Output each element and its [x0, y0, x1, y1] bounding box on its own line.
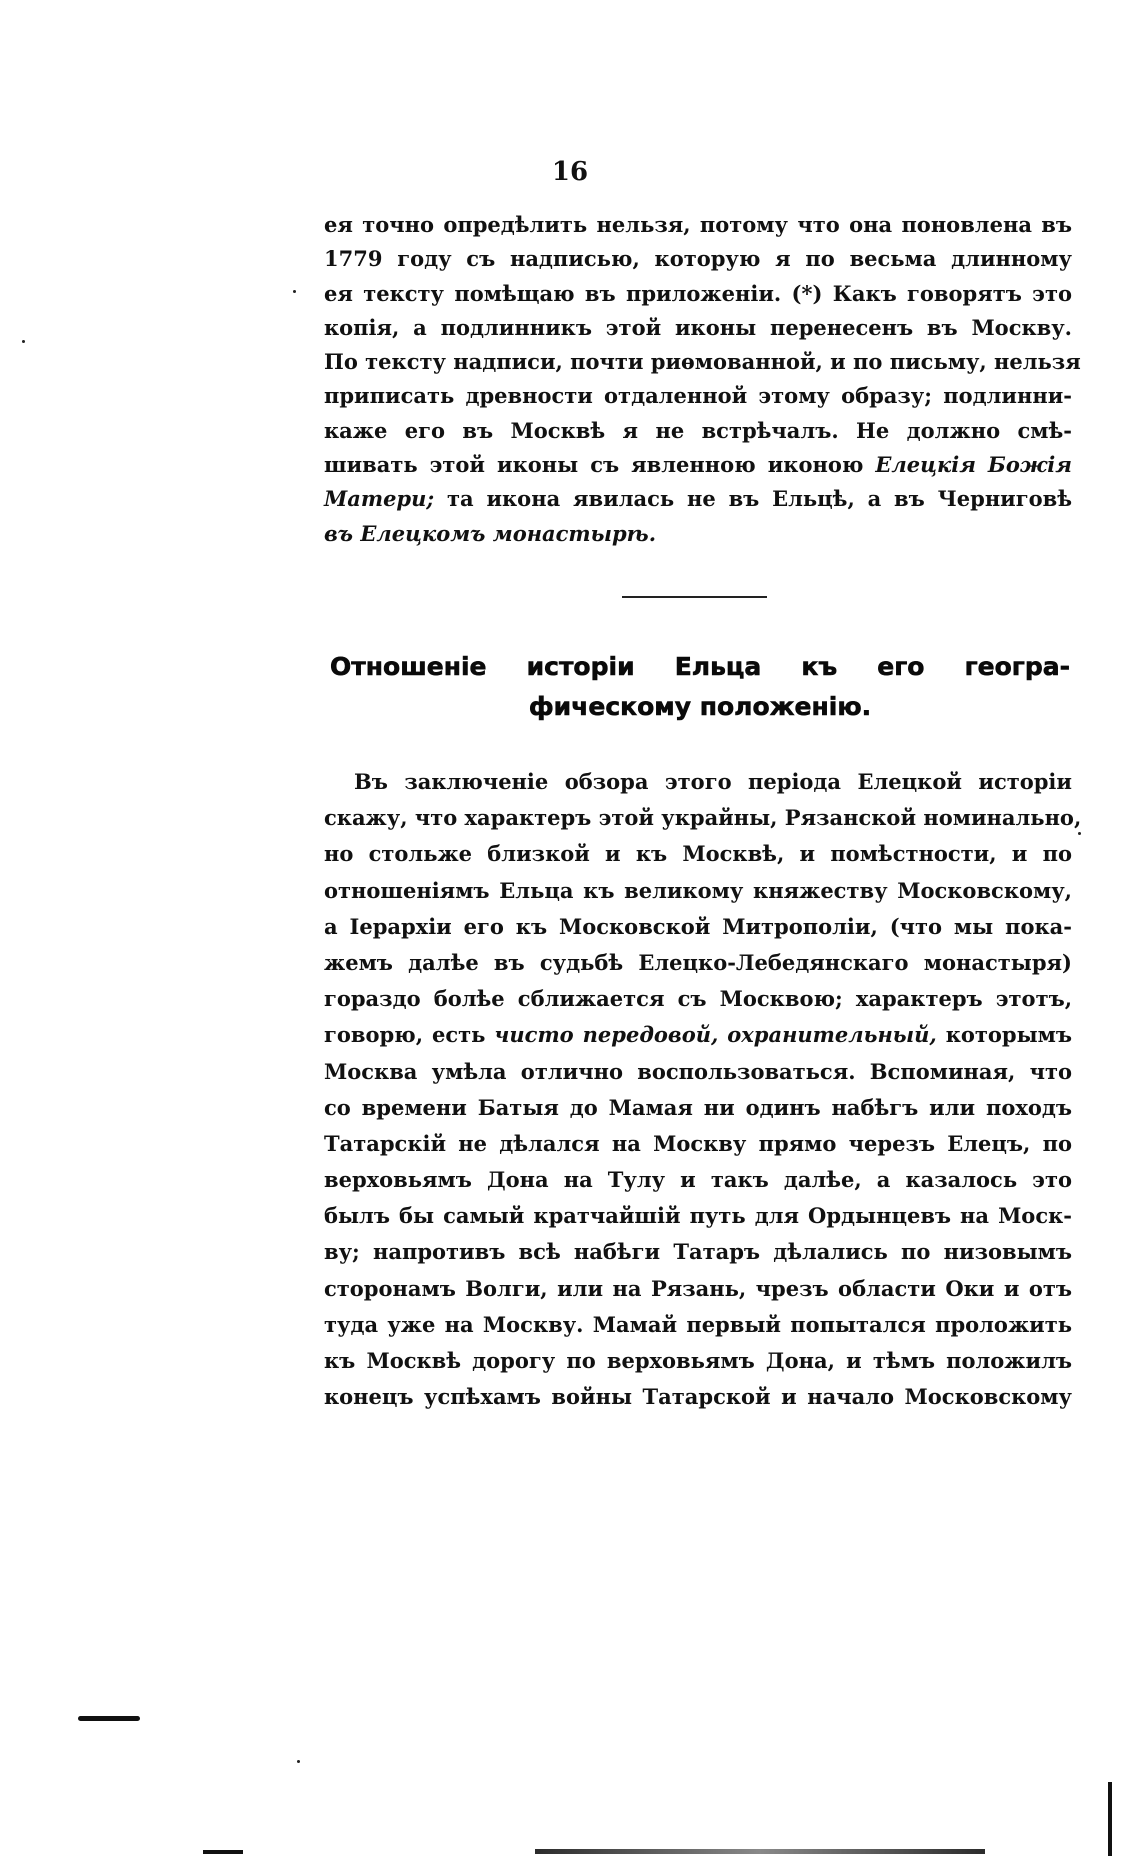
italic-text: въ Елецкомъ монастырѣ.: [324, 520, 657, 546]
text-run: говорю, есть: [324, 1022, 495, 1048]
scan-mark: [78, 1716, 140, 1721]
text-line: 1779 году съ надписью, которую я по весьма длинному: [324, 246, 1072, 272]
scan-mark: [535, 1849, 985, 1854]
scan-mark: [203, 1850, 243, 1854]
text-line: верховьямъ Дона на Тулу и такъ далѣе, а казалось это: [324, 1167, 1072, 1193]
scan-mark: [1108, 1782, 1112, 1856]
text-line: ея точно опредѣлить нельзя, потому что она поновлена въ: [324, 212, 1072, 237]
main-paragraph: [324, 764, 1082, 1415]
section-divider: [622, 596, 767, 598]
text-line: [324, 1017, 1072, 1053]
italic-text: Матери;: [324, 486, 435, 512]
text-line: гораздо болѣе сближается съ Москвою; характеръ этотъ,: [324, 986, 1072, 1012]
text-line: къ Москвѣ дорогу по верховьямъ Дона, и тѣмъ положилъ: [324, 1348, 1072, 1373]
scan-speck: [1078, 832, 1081, 835]
text-run: та икона явилась не въ Ельцѣ, а въ Черниговѣ: [434, 486, 1072, 512]
text-line: приписать древности отдаленной этому образу; подлинни-: [324, 383, 1072, 409]
text-line: но стольже близкой и къ Москвѣ, и помѣстности, и по: [324, 841, 1072, 867]
text-line: [324, 517, 1072, 551]
italic-text: чисто передовой, охранительный,: [494, 1022, 937, 1048]
text-line: ея тексту помѣщаю въ приложеніи. (*) Какъ говорятъ это: [324, 280, 1072, 306]
text-run: шивать этой иконы съ явленною иконою: [324, 452, 876, 478]
section-heading-line-2: фическому положенію.: [528, 692, 872, 721]
top-paragraph: [324, 208, 1081, 551]
text-line: жемъ далѣе въ судьбѣ Елецко-Лебедянскаго монастыря): [324, 949, 1072, 975]
text-line: со времени Батыя до Мамая ни одинъ набѣгъ или походъ: [324, 1094, 1072, 1120]
text-line: скажу, что характеръ этой украйны, Рязанской номинально,: [324, 805, 1082, 831]
section-heading-line-1: Отношеніе исторіи Ельца къ его геогра-: [330, 652, 1070, 681]
scan-speck: [293, 290, 296, 293]
text-line: копія, а подлинникъ этой иконы перенесенъ въ Москву.: [324, 314, 1072, 340]
text-line: По тексту надписи, почти риѳмованной, и по письму, нельзя: [324, 349, 1081, 375]
text-line: Въ заключеніе обзора этого періода Елецкой исторіи: [354, 769, 1072, 794]
text-line: туда уже на Москву. Мамай первый попытался проложить: [324, 1311, 1072, 1337]
text-line: а Іерархіи его къ Московской Митрополіи, (что мы пока-: [324, 913, 1072, 939]
text-line: Татарскій не дѣлался на Москву прямо черезъ Елецъ, по: [324, 1130, 1072, 1156]
text-line: конецъ успѣхамъ войны Татарской и начало Московскому: [324, 1384, 1072, 1410]
text-line: Москва умѣла отлично воспользоваться. Вспоминая, что: [324, 1058, 1072, 1084]
text-line: ву; напротивъ всѣ набѣги Татаръ дѣлались по низовымъ: [324, 1239, 1072, 1265]
page-number: 16: [551, 157, 589, 187]
text-line: [324, 482, 1072, 516]
text-line: былъ бы самый кратчайшій путь для Ордынцевъ на Моск-: [324, 1203, 1072, 1229]
text-run: которымъ: [936, 1022, 1073, 1048]
text-line: сторонамъ Волги, или на Рязань, чрезъ области Оки и отъ: [324, 1275, 1072, 1301]
scan-speck: [22, 340, 25, 343]
text-line: [324, 448, 1072, 482]
italic-text: Елецкія Божія: [875, 452, 1072, 478]
scan-speck: [297, 1760, 300, 1763]
text-line: отношеніямъ Ельца къ великому княжеству Московскому,: [324, 877, 1072, 903]
text-line: каже его въ Москвѣ я не встрѣчалъ. Не должно смѣ-: [324, 417, 1072, 443]
